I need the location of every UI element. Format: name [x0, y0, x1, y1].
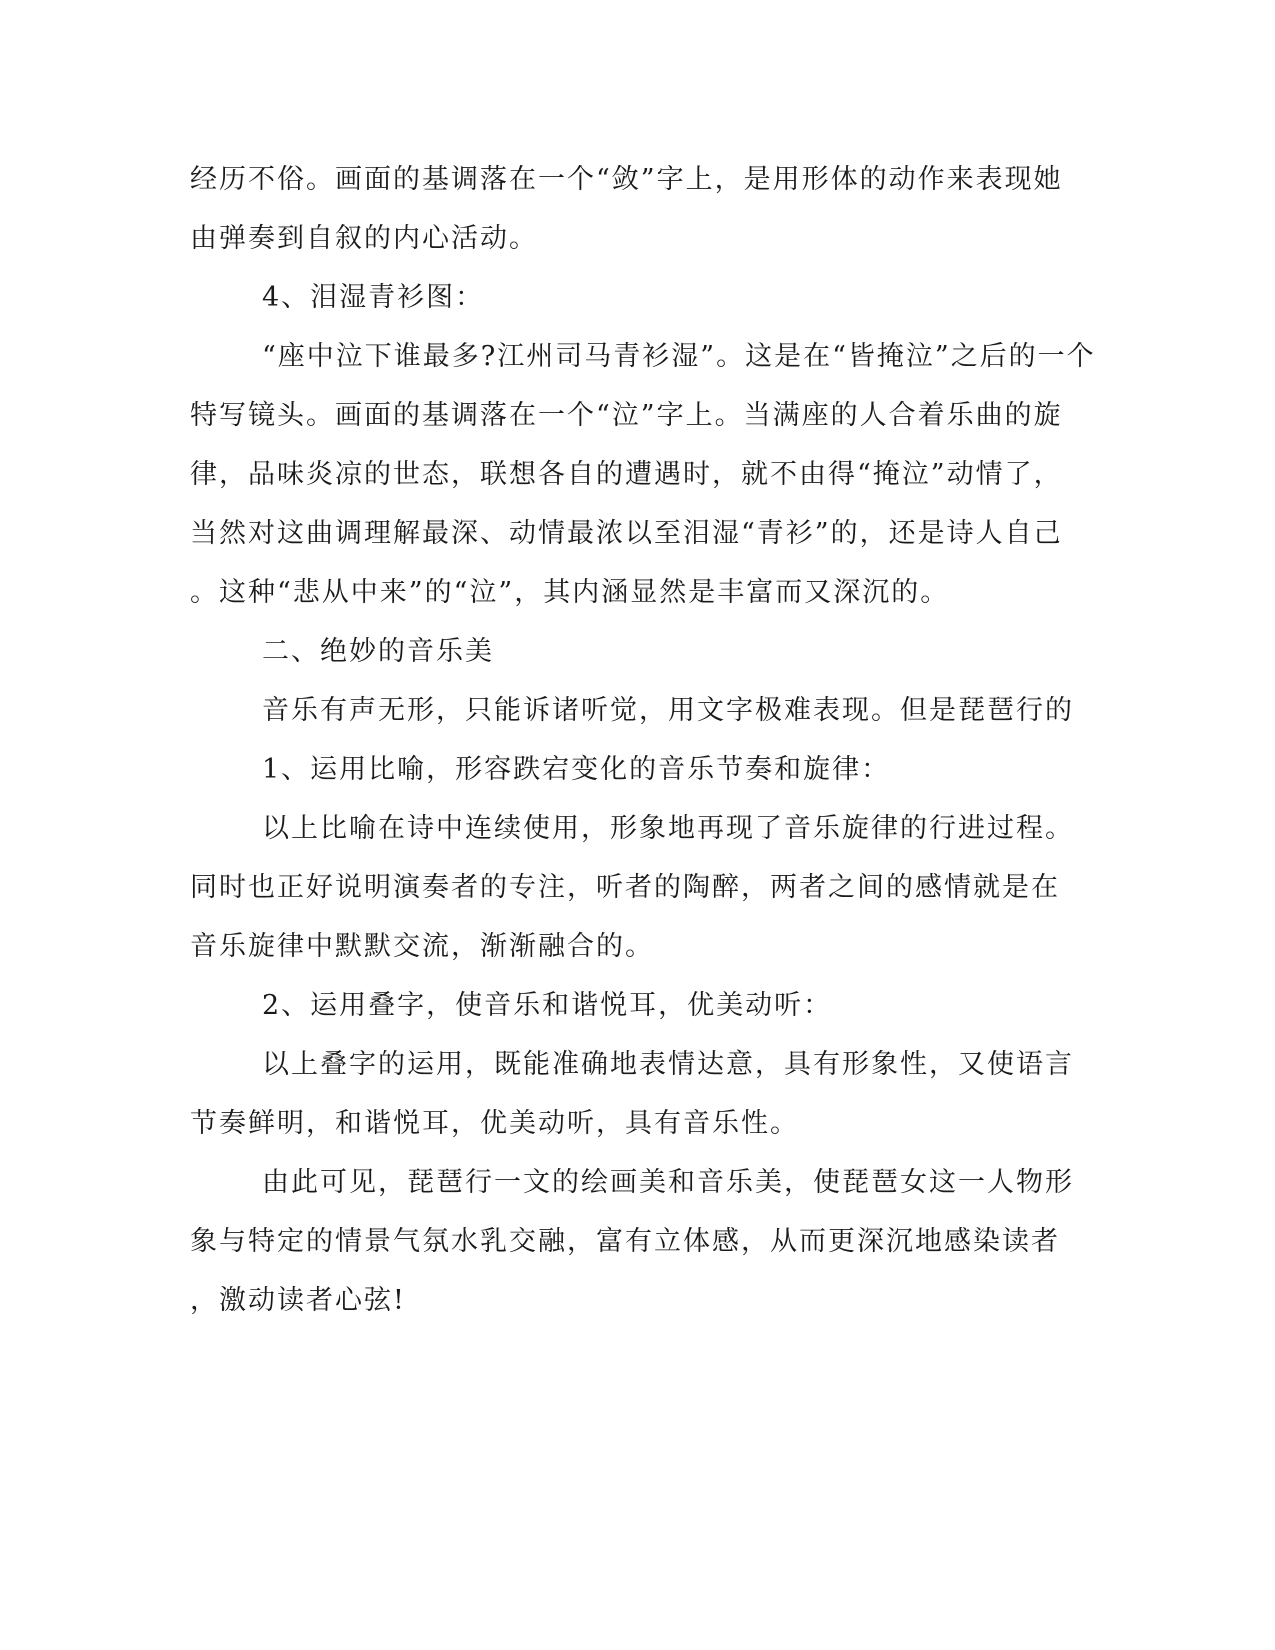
paragraph-line: “座中泣下谁最多?江州司马青衫湿”。这是在“皆掩泣”之后的一个 [262, 341, 1096, 372]
section-heading: 4、泪湿青衫图： [262, 282, 485, 313]
paragraph-line: ，激动读者心弦! [190, 1285, 406, 1316]
paragraph-line: 同时也正好说明演奏者的专注，听者的陶醉，两者之间的感情就是在 [190, 872, 1060, 903]
paragraph-line: 当然对这曲调理解最深、动情最浓以至泪湿“青衫”的，还是诗人自己 [190, 518, 1063, 549]
paragraph-line: 由弹奏到自叙的内心活动。 [190, 223, 538, 254]
subsection-heading: 1、运用比喻，形容跌宕变化的音乐节奏和旋律： [262, 754, 891, 785]
paragraph-line: 律，品味炎凉的世态，联想各自的遭遇时，就不由得“掩泣”动情了， [190, 459, 1063, 490]
paragraph-line: 象与特定的情景气氛水乳交融，富有立体感，从而更深沉地感染读者 [190, 1226, 1060, 1257]
section-heading: 二、绝妙的音乐美 [262, 636, 494, 667]
paragraph-line: 特写镜头。画面的基调落在一个“泣”字上。当满座的人合着乐曲的旋 [190, 400, 1063, 431]
paragraph-line: 经历不俗。画面的基调落在一个“敛”字上，是用形体的动作来表现她 [190, 164, 1063, 195]
paragraph-line: 以上比喻在诗中连续使用，形象地再现了音乐旋律的行进过程。 [262, 813, 1074, 844]
subsection-heading: 2、运用叠字，使音乐和谐悦耳，优美动听： [262, 990, 833, 1021]
paragraph-line: 音乐旋律中默默交流，渐渐融合的。 [190, 931, 654, 962]
paragraph-line: 节奏鲜明，和谐悦耳，优美动听，具有音乐性。 [190, 1108, 799, 1139]
paragraph-line: 由此可见，琵琶行一文的绘画美和音乐美，使琵琶女这一人物形 [262, 1167, 1074, 1198]
paragraph-line: 音乐有声无形，只能诉诸听觉，用文字极难表现。但是琵琶行的 [262, 695, 1074, 726]
paragraph-line: 以上叠字的运用，既能准确地表情达意，具有形象性，又使语言 [262, 1049, 1074, 1080]
paragraph-line: 。这种“悲从中来”的“泣”，其内涵显然是丰富而又深沉的。 [190, 577, 950, 608]
